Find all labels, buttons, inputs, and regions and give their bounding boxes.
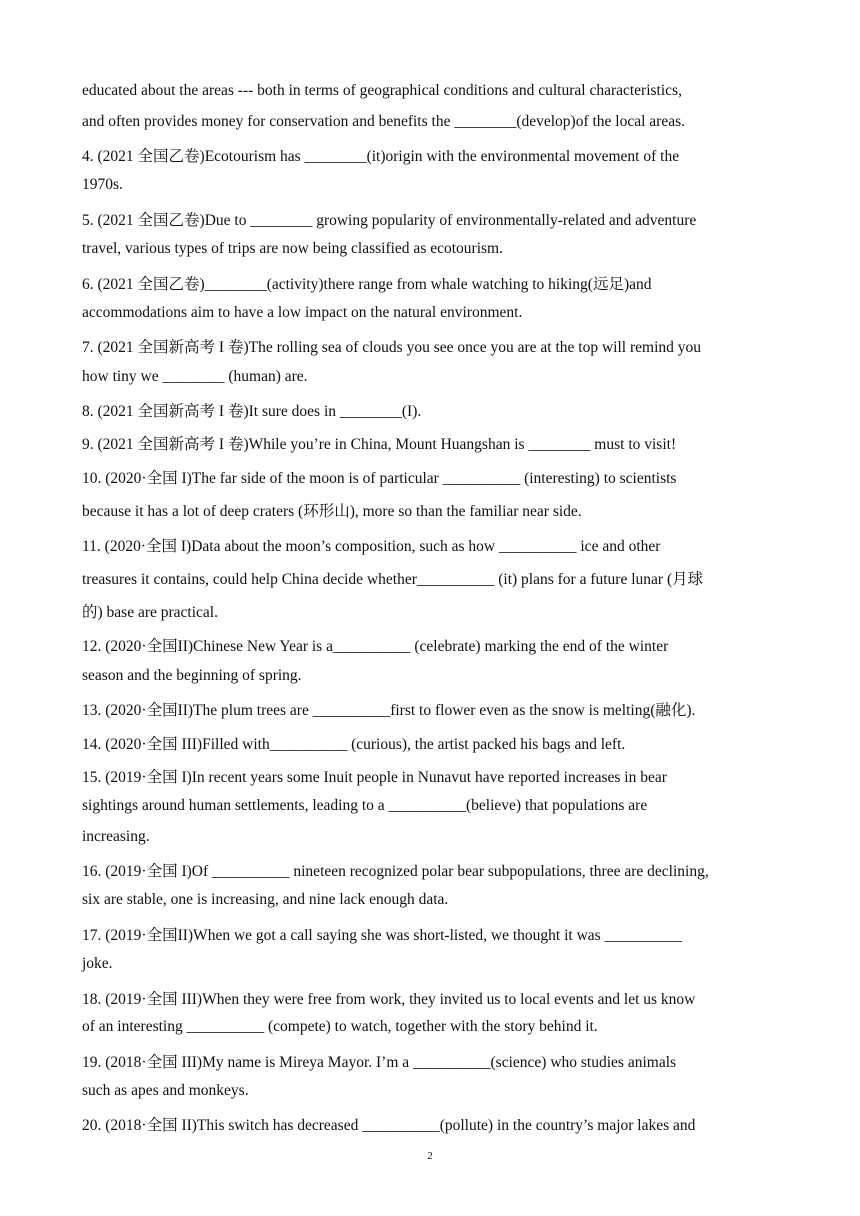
question-5: 5. (2021 全国乙卷)Due to ________ growing popularity of environmentally-related and adventure	[82, 212, 697, 229]
question-8: 8. (2021 全国新高考 I 卷)It sure does in ________(I).	[82, 403, 422, 420]
question-11: 11. (2020·全国 I)Data about the moon’s composition, such as how __________ ice and other	[82, 538, 661, 555]
text-line: increasing.	[82, 828, 150, 845]
question-4: 4. (2021 全国乙卷)Ecotourism has ________(it)origin with the environmental movement of the	[82, 148, 680, 165]
question-13: 13. (2020·全国II)The plum trees are __________first to flower even as the snow is melting(融化).	[82, 702, 696, 719]
question-14: 14. (2020·全国 III)Filled with__________ (curious), the artist packed his bags and left.	[82, 736, 626, 753]
text-line: joke.	[82, 955, 113, 972]
question-6: 6. (2021 全国乙卷)________(activity)there range from whale watching to hiking(远足)and	[82, 276, 652, 293]
text-line: treasures it contains, could help China decide whether__________ (it) plans for a future lunar (月球	[82, 571, 704, 588]
text-line: sightings around human settlements, leading to a __________(believe) that populations are	[82, 797, 648, 814]
text-line: 的) base are practical.	[82, 604, 218, 621]
text-line: travel, various types of trips are now being classified as ecotourism.	[82, 240, 503, 257]
text-line: how tiny we ________ (human) are.	[82, 368, 308, 385]
text-line: because it has a lot of deep craters (环形山), more so than the familiar near side.	[82, 503, 582, 520]
text-line: season and the beginning of spring.	[82, 667, 302, 684]
text-line: six are stable, one is increasing, and nine lack enough data.	[82, 891, 449, 908]
page-number: 2	[427, 1150, 433, 1162]
question-9: 9. (2021 全国新高考 I 卷)While you’re in China, Mount Huangshan is ________ must to visit!	[82, 436, 677, 453]
text-line: educated about the areas --- both in terms of geographical conditions and cultural characteristics,	[82, 82, 682, 99]
text-line: 1970s.	[82, 176, 123, 193]
question-16: 16. (2019·全国 I)Of __________ nineteen recognized polar bear subpopulations, three are declining,	[82, 863, 709, 880]
text-line: such as apes and monkeys.	[82, 1082, 249, 1099]
question-12: 12. (2020·全国II)Chinese New Year is a__________ (celebrate) marking the end of the winter	[82, 638, 669, 655]
question-17: 17. (2019·全国II)When we got a call saying she was short-listed, we thought it was __________	[82, 927, 683, 944]
text-line: and often provides money for conservation and benefits the ________(develop)of the local areas.	[82, 113, 686, 130]
question-19: 19. (2018·全国 III)My name is Mireya Mayor. I’m a __________(science) who studies animals	[82, 1054, 677, 1071]
question-15: 15. (2019·全国 I)In recent years some Inuit people in Nunavut have reported increases in bear	[82, 769, 667, 786]
question-10: 10. (2020·全国 I)The far side of the moon is of particular __________ (interesting) to scientists	[82, 470, 677, 487]
question-20: 20. (2018·全国 II)This switch has decreased __________(pollute) in the country’s major lakes and	[82, 1117, 696, 1134]
text-line: of an interesting __________ (compete) to watch, together with the story behind it.	[82, 1018, 598, 1035]
question-7: 7. (2021 全国新高考 I 卷)The rolling sea of clouds you see once you are at the top will remind you	[82, 339, 702, 356]
text-line: accommodations aim to have a low impact on the natural environment.	[82, 304, 523, 321]
question-18: 18. (2019·全国 III)When they were free from work, they invited us to local events and let us know	[82, 991, 696, 1008]
